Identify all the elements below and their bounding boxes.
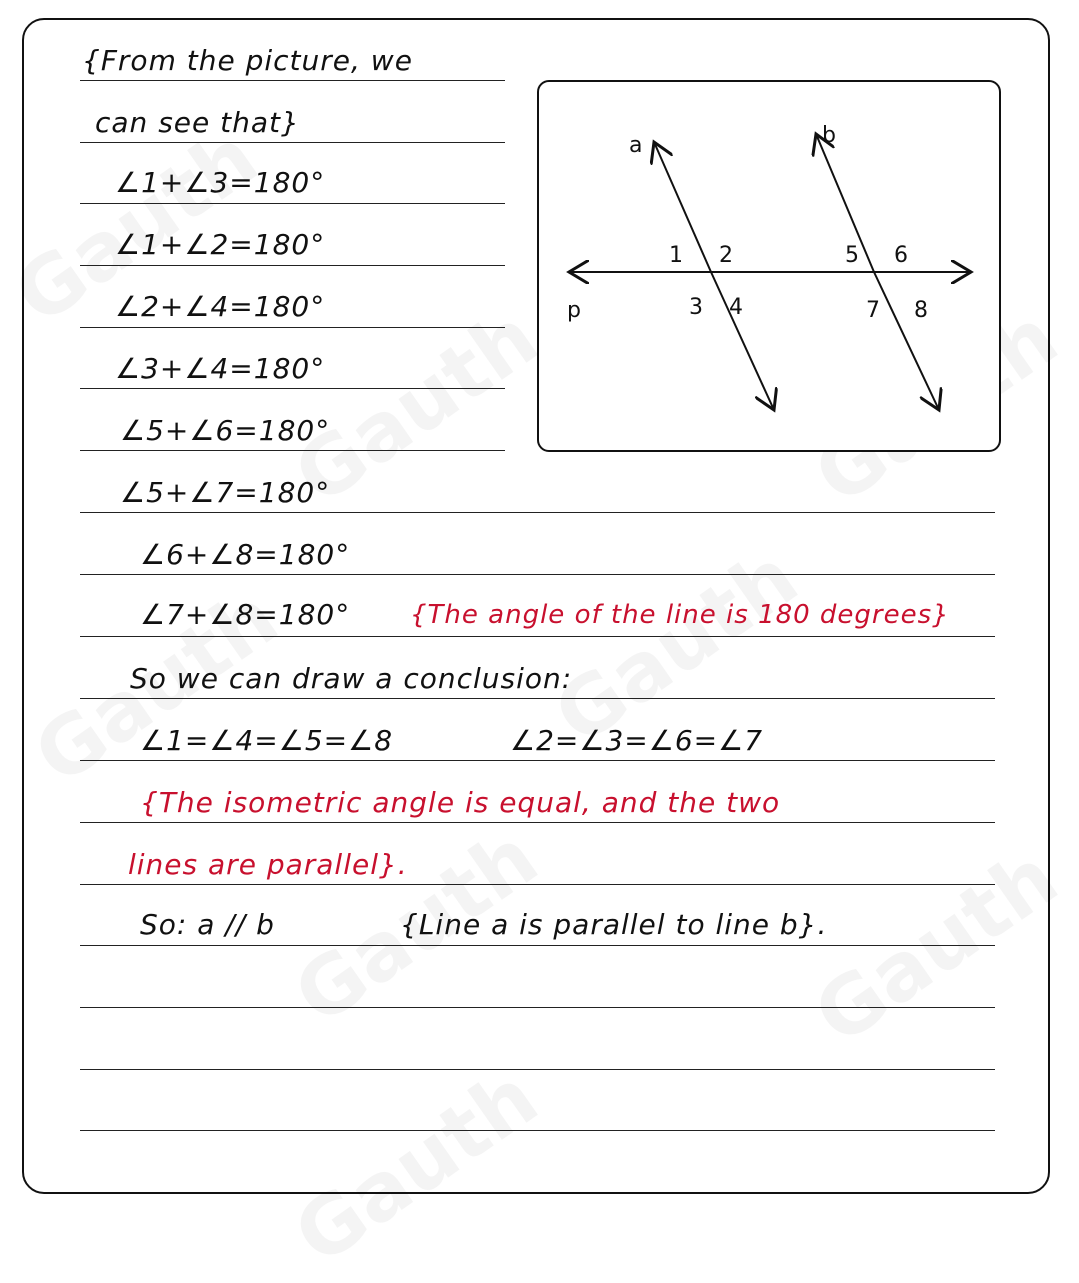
text-line: So we can draw a conclusion: <box>130 662 573 695</box>
ruled-line <box>80 512 995 513</box>
equation: ∠2=∠3=∠6=∠7 <box>510 724 764 757</box>
angle-label: 7 <box>866 298 880 323</box>
equation: ∠3+∠4=180° <box>115 352 326 385</box>
label-b: b <box>822 123 836 148</box>
ruled-line <box>80 327 505 328</box>
ruled-line <box>80 203 505 204</box>
text-line: So: a // b <box>140 908 275 941</box>
label-a: a <box>629 133 643 158</box>
ruled-line <box>80 760 995 761</box>
note-text: {Line a is parallel to line b}. <box>400 908 828 941</box>
equation: ∠7+∠8=180° <box>140 598 351 631</box>
note-text: {The isometric angle is equal, and the two <box>140 786 781 819</box>
angle-label: 8 <box>914 298 928 323</box>
angle-label: 1 <box>669 243 683 268</box>
equation: ∠6+∠8=180° <box>140 538 351 571</box>
ruled-line <box>80 698 995 699</box>
equation: ∠1+∠3=180° <box>115 166 326 199</box>
ruled-line <box>80 636 995 637</box>
note-text: lines are parallel}. <box>128 848 408 881</box>
equation: ∠5+∠7=180° <box>120 476 331 509</box>
ruled-line <box>80 265 505 266</box>
ruled-line <box>80 574 995 575</box>
ruled-line <box>80 822 995 823</box>
ruled-line <box>80 884 995 885</box>
angle-label: 2 <box>719 243 733 268</box>
ruled-line <box>80 450 505 451</box>
ruled-line <box>80 945 995 946</box>
ruled-line <box>80 1069 995 1070</box>
ruled-line <box>80 388 505 389</box>
text-line: can see that} <box>95 106 300 139</box>
ruled-line <box>80 142 505 143</box>
ruled-line <box>80 1130 995 1131</box>
equation: ∠1+∠2=180° <box>115 228 326 261</box>
ruled-line <box>80 1007 995 1008</box>
angle-label: 4 <box>729 295 743 320</box>
label-p: p <box>567 298 581 323</box>
note-text: {The angle of the line is 180 degrees} <box>410 600 950 630</box>
angle-label: 6 <box>894 243 908 268</box>
equation: ∠5+∠6=180° <box>120 414 331 447</box>
equation: ∠2+∠4=180° <box>115 290 326 323</box>
equation: ∠1=∠4=∠5=∠8 <box>140 724 394 757</box>
text-line: {From the picture, we <box>82 44 413 77</box>
angle-label: 3 <box>689 295 703 320</box>
parallel-lines-diagram <box>537 80 1001 452</box>
ruled-line <box>80 80 505 81</box>
angle-label: 5 <box>845 243 859 268</box>
